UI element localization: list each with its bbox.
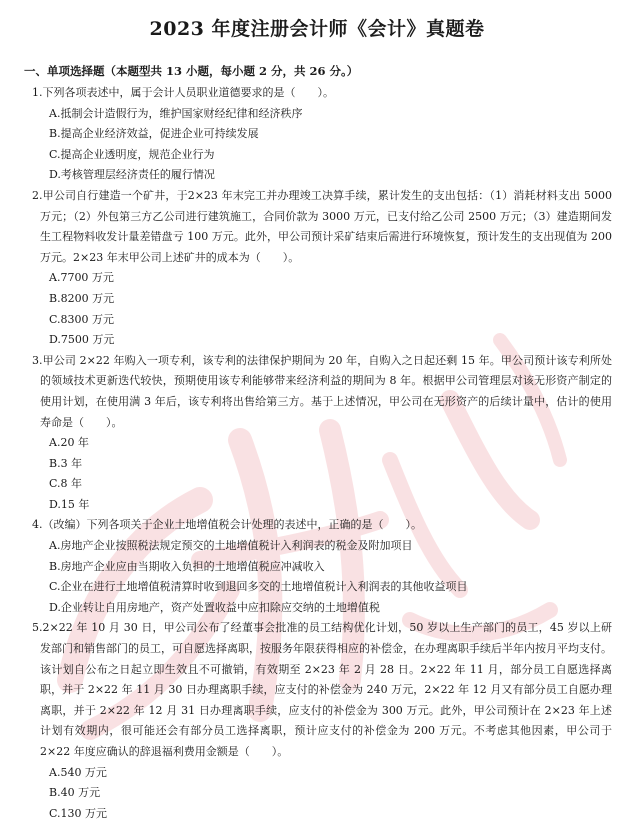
option-d: D.企业转让自用房地产，资产处置收益中应扣除应交纳的土地增值税: [49, 600, 380, 614]
option-d: D.考核管理层经济责任的履行情况: [49, 168, 215, 182]
option-a: A.7700 万元: [49, 271, 114, 285]
option-c: C.8300 万元: [49, 312, 115, 326]
option-b: B.提高企业经济效益，促进企业可持续发展: [49, 127, 259, 141]
question-2: [22, 186, 612, 351]
page-title: 2023 年度注册会计师《会计》真题卷: [149, 18, 485, 40]
question-4: [22, 515, 612, 618]
option-d: D.15 年: [49, 497, 90, 511]
option-c: C.企业在进行土地增值税清算时收到退回多交的土地增值税计入利润表的其他收益项目: [49, 580, 468, 594]
option-c: C.提高企业透明度，规范企业行为: [49, 147, 215, 161]
option-b: B.房地产企业应由当期收入负担的土地增值税应冲减收入: [49, 559, 325, 573]
question-stem: 4.（改编）下列各项关于企业土地增值税会计处理的表述中，正确的是（ ）。: [32, 518, 422, 532]
option-a: A.20 年: [49, 436, 89, 450]
option-c: C.130 万元: [49, 806, 108, 820]
option-a: A.抵制会计造假行为，维护国家财经纪律和经济秩序: [49, 106, 303, 120]
option-b: B.40 万元: [49, 786, 101, 800]
question-stem: 3.甲公司 2×22 年购入一项专利，该专利的法律保护期间为 20 年，自购入之日起还剩 15 年。甲公司预计该专利所处的领域技术更新迭代较快，预期使用该专利能够带来经济利益的期间为 8 年。根据甲公司管理层对该无形资产制定的使用计划，在使用满 3 年后，该专利将出售给第三方。基于上述情况，甲公司在无形资产的后续计量中，估计的使用寿命是（ ）。: [32, 353, 612, 429]
option-b: B.8200 万元: [49, 291, 115, 305]
question-3: [22, 351, 612, 516]
option-a: A.540 万元: [49, 765, 107, 779]
question-stem: 5.2×22 年 10 月 30 日，甲公司公布了经董事会批准的员工结构优化计划，50 岁以上生产部门的员工，45 岁以上研发部门和销售部门的员工，可自愿选择离职，按服务年限获得相应的补偿金，在办理离职手续后半年内按月平均支付。该计划自公布之日起立即生效且不可撤销，有效期至 2×23 年 2 月 28 日。2×22 年 11 月，部分员工自愿选择离职，并于 2×22 年 11 月 30 日办理离职手续，应支付的补偿金为 240 万元，2×22 年 12 月又有部分员工自愿办理离职，并于 2×22 年 12 月 31 日办理离职手续，应支付的补偿金为 300 万元。此外，甲公司预计在 2×23 年上述计划有效期内，很可能还会有部分员工选择离职，预计应支付的补偿金为 200 万元。不考虑其他因素，甲公司于 2×22 年度应确认的辞退福利费用金额是（ ）。: [32, 621, 612, 758]
question-1: [22, 83, 612, 186]
option-c: C.8 年: [49, 477, 83, 491]
option-d: D.7500 万元: [49, 333, 115, 347]
option-a: A.房地产企业按照税法规定预交的土地增值税计入利润表的税金及附加项目: [49, 539, 413, 553]
option-b: B.3 年: [49, 456, 83, 470]
question-stem: 2.甲公司自行建造一个矿井，于2×23 年末完工并办理竣工决算手续，累计发生的支出包括：（1）消耗材料支出 5000 万元；（2）外包第三方乙公司进行建筑施工，合同价款为 3000 万元，已支付给乙公司 2500 万元；（3）建造期间发生工程物料收发计量差错盘亏 100 万元。此外，甲公司预计采矿结束后需进行环境恢复，预计发生的支出现值为 200 万元。2×23 年末甲公司上述矿井的成本为（ ）。: [32, 188, 612, 264]
section-heading: 一、单项选择题（本题型共 13 小题，每小题 2 分，共 26 分。）: [24, 64, 359, 78]
question-stem: 1.下列各项表述中，属于会计人员职业道德要求的是（ ）。: [32, 86, 334, 99]
question-5: [22, 618, 612, 824]
